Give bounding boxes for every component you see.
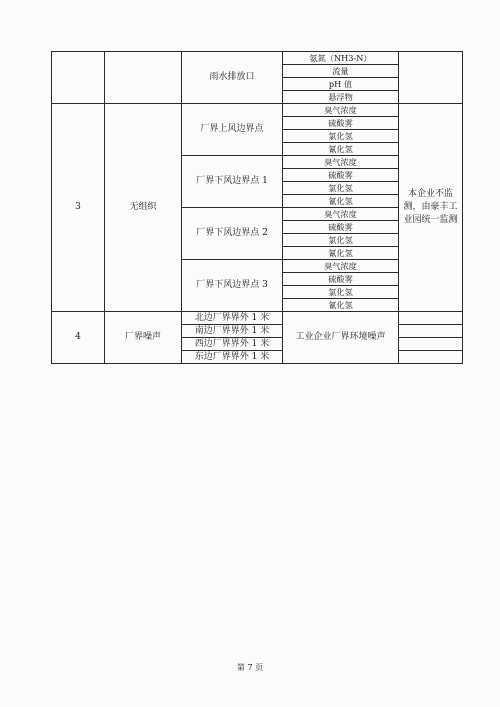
cell-item: 硫酸雾 [283, 221, 399, 234]
cell-point: 北边厂界界外 1 米 [182, 312, 283, 325]
cell-item: 氰化氢 [283, 195, 399, 208]
table-row [52, 52, 463, 65]
cell-point: 厂界下风边界点 2 [182, 208, 283, 260]
cell-point: 厂界下风边界点 1 [182, 156, 283, 208]
cell-note-empty [399, 338, 463, 351]
cell-item: 氯化氢 [283, 286, 399, 299]
cell-item: 硫酸雾 [283, 117, 399, 130]
cell-point: 南边厂界界外 1 米 [182, 325, 283, 338]
cell-point-rainwater: 雨水排放口 [182, 52, 283, 104]
cell-point: 东边厂界界外 1 米 [182, 351, 283, 364]
cell-item: 氯化氢 [283, 130, 399, 143]
cell-category: 无组织 [105, 104, 182, 312]
cell-item: 臭气浓度 [283, 156, 399, 169]
cell-category: 厂界噪声 [105, 312, 182, 364]
cell-item: 氰化氢 [283, 247, 399, 260]
cell-item: 氯化氢 [283, 182, 399, 195]
table-row [52, 312, 463, 325]
cell-item: 臭气浓度 [283, 260, 399, 273]
cell-item: 臭气浓度 [283, 104, 399, 117]
cell-item: 氨氮（NH3-N） [283, 52, 399, 65]
cell-point: 厂界上风边界点 [182, 104, 283, 156]
cell-note-empty [399, 325, 463, 338]
cell-point: 西边厂界界外 1 米 [182, 338, 283, 351]
cell-item: 流量 [283, 65, 399, 78]
table-row [52, 104, 463, 117]
cell-item: 硫酸雾 [283, 273, 399, 286]
cell-item: 氯化氢 [283, 234, 399, 247]
cell-item: 臭气浓度 [283, 208, 399, 221]
monitoring-table [51, 51, 463, 364]
page-number: 第 7 页 [236, 663, 264, 672]
cell-item: pH 值 [283, 78, 399, 91]
cell-note-empty [399, 351, 463, 364]
cell-item: 硫酸雾 [283, 169, 399, 182]
cell-note: 本企业不监测，由豪丰工业园统一监测 [399, 104, 463, 312]
cell-item: 工业企业厂界环境噪声 [283, 312, 399, 364]
cell-item: 氰化氢 [283, 143, 399, 156]
cell-no: 4 [52, 312, 105, 364]
cell-item: 悬浮物 [283, 91, 399, 104]
cell-note-prev [399, 52, 463, 104]
cell-note-empty [399, 312, 463, 325]
cell-item: 氰化氢 [283, 299, 399, 312]
cell-category-prev [105, 52, 182, 104]
cell-no: 3 [52, 104, 105, 312]
cell-no-prev [52, 52, 105, 104]
cell-point: 厂界下风边界点 3 [182, 260, 283, 312]
